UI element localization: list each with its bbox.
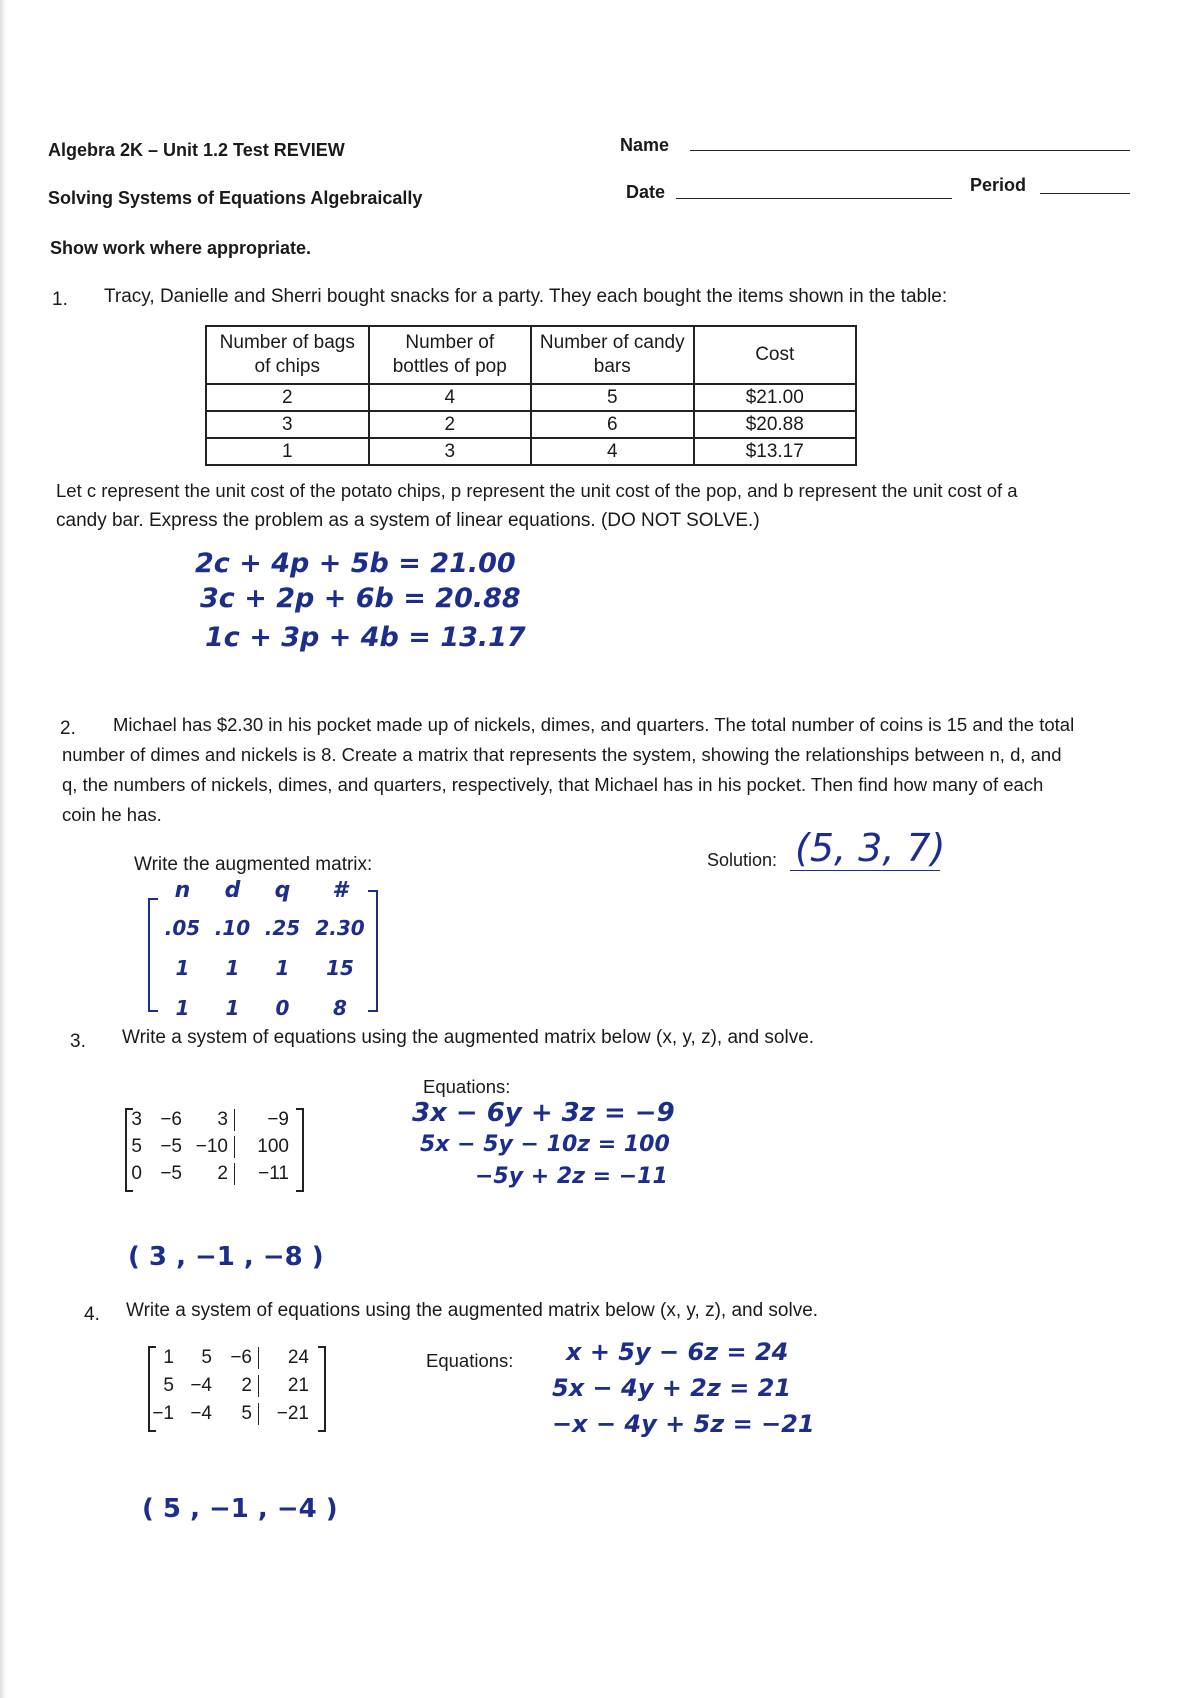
q4-matrix-cell: 2 bbox=[241, 1375, 252, 1396]
q3-matrix-cell: 0 bbox=[131, 1162, 142, 1184]
q4-prompt: Write a system of equations using the augmented matrix below (x, y, z), and solve. bbox=[126, 1300, 819, 1321]
instructions: Show work where appropriate. bbox=[50, 238, 312, 258]
q4-matrix bbox=[152, 1344, 320, 1428]
q2-matrix-cell: 0 bbox=[275, 996, 290, 1020]
q2-matrix-cell: 2.30 bbox=[315, 916, 365, 940]
q3-matrix-cell: −10 bbox=[195, 1135, 228, 1157]
table-cell: $20.88 bbox=[694, 411, 857, 438]
q3-matrix-cell: −5 bbox=[160, 1162, 182, 1184]
q2-matrix-cell: .05 bbox=[164, 916, 201, 940]
q3-matrix-cell: 3 bbox=[131, 1108, 142, 1130]
q3-handwritten-eq: 5x − 5y − 10z = 100 bbox=[420, 1132, 670, 1157]
q3-handwritten-solution: ( 3 , −1 , −8 ) bbox=[128, 1242, 324, 1272]
q4-matrix-cell: −4 bbox=[190, 1375, 212, 1396]
name-line[interactable] bbox=[690, 150, 1130, 151]
q2-solution-line[interactable] bbox=[790, 870, 940, 871]
q1-handwritten-eq: 2c + 4p + 5b = 21.00 bbox=[195, 548, 516, 579]
q4-matrix-cell: 21 bbox=[258, 1375, 315, 1397]
table-header: Number of bottles of pop bbox=[369, 326, 532, 384]
q4-handwritten-eq: −x − 4y + 5z = −21 bbox=[552, 1410, 815, 1438]
q2-prompt-line: q, the numbers of nickels, dimes, and quarters, respectively, that Michael has in his pocket. Then find how many of each bbox=[62, 774, 1044, 795]
q2-matrix-cell: 1 bbox=[275, 956, 290, 980]
q4-matrix-cell: −4 bbox=[190, 1403, 212, 1424]
q4-handwritten-eq: x + 5y − 6z = 24 bbox=[566, 1338, 789, 1366]
table-cell: 1 bbox=[206, 438, 369, 465]
q2-matrix-cell: .10 bbox=[214, 916, 251, 940]
q3-handwritten-eq: 3x − 6y + 3z = −9 bbox=[412, 1098, 675, 1128]
scan-edge bbox=[0, 0, 6, 1698]
q3-handwritten-eq: −5y + 2z = −11 bbox=[475, 1164, 668, 1189]
snack-table bbox=[205, 325, 857, 466]
q2-matrix-header: # bbox=[332, 878, 348, 903]
q2-solution-handwritten: (5, 3, 7) bbox=[795, 826, 946, 870]
q2-prompt-line: coin he has. bbox=[62, 804, 162, 825]
table-cell: 3 bbox=[369, 438, 532, 465]
q4-matrix-cell: 5 bbox=[163, 1375, 174, 1396]
table-cell: 6 bbox=[531, 411, 694, 438]
q4-matrix-cell: 24 bbox=[258, 1347, 315, 1369]
table-cell: 2 bbox=[369, 411, 532, 438]
q4-matrix-cell: −1 bbox=[152, 1403, 174, 1424]
q4-number: 4. bbox=[84, 1304, 100, 1325]
period-label: Period bbox=[970, 175, 1027, 195]
q2-matrix-cell: 8 bbox=[333, 996, 347, 1020]
q3-matrix bbox=[130, 1106, 298, 1187]
q3-matrix-cell: −11 bbox=[234, 1163, 293, 1185]
q3-matrix-cell: 3 bbox=[217, 1108, 228, 1130]
table-cell: $13.17 bbox=[694, 438, 857, 465]
q2-matrix-cell: 15 bbox=[326, 956, 354, 980]
q3-equations-label: Equations: bbox=[423, 1076, 511, 1097]
q4-handwritten-solution: ( 5 , −1 , −4 ) bbox=[142, 1494, 338, 1524]
q2-number: 2. bbox=[60, 718, 76, 739]
date-line[interactable] bbox=[676, 198, 952, 199]
q2-matrix bbox=[155, 878, 370, 1028]
q2-solution-label: Solution: bbox=[707, 850, 778, 870]
q4-matrix-cell: −21 bbox=[258, 1403, 315, 1425]
q2-matrix-cell: .25 bbox=[264, 916, 301, 940]
table-header: Cost bbox=[694, 326, 857, 384]
period-line[interactable] bbox=[1040, 193, 1130, 194]
q3-matrix-cell: −5 bbox=[160, 1135, 182, 1157]
table-header: Number of candy bars bbox=[531, 326, 694, 384]
q2-matrix-label: Write the augmented matrix: bbox=[134, 854, 373, 875]
table-cell: 2 bbox=[206, 384, 369, 411]
table-cell: 3 bbox=[206, 411, 369, 438]
table-cell: $21.00 bbox=[694, 384, 857, 411]
q4-matrix-cell: −6 bbox=[230, 1347, 252, 1368]
q3-prompt: Write a system of equations using the augmented matrix below (x, y, z), and solve. bbox=[122, 1027, 815, 1048]
table-cell: 5 bbox=[531, 384, 694, 411]
q2-matrix-header: d bbox=[224, 878, 241, 903]
table-cell: 4 bbox=[531, 438, 694, 465]
q3-matrix-cell: −9 bbox=[234, 1109, 293, 1131]
q2-prompt-line: number of dimes and nickels is 8. Create a matrix that represents the system, showing the relationships between n, d, and bbox=[62, 744, 1062, 765]
q2-matrix-cell: 1 bbox=[175, 956, 190, 980]
q1-instruction-line1: Let c represent the unit cost of the potato chips, p represent the unit cost of the pop, and b represent the unit cost of a bbox=[56, 480, 1018, 501]
q2-matrix-header: n bbox=[174, 878, 191, 903]
q3-matrix-cell: −6 bbox=[160, 1108, 182, 1130]
q1-instruction-line2: candy bar. Express the problem as a system of linear equations. (DO NOT SOLVE.) bbox=[56, 510, 760, 531]
q1-handwritten-eq: 1c + 3p + 4b = 13.17 bbox=[205, 622, 526, 653]
q4-matrix-cell: 5 bbox=[241, 1403, 252, 1424]
q1-prompt: Tracy, Danielle and Sherri bought snacks for a party. They each bought the items shown in the table: bbox=[104, 286, 948, 307]
q2-matrix-cell: 1 bbox=[225, 996, 240, 1020]
table-cell: 4 bbox=[369, 384, 532, 411]
q4-equations-label: Equations: bbox=[426, 1350, 514, 1371]
q2-matrix-cell: 1 bbox=[175, 996, 190, 1020]
q2-matrix-header: q bbox=[274, 878, 291, 903]
q3-number: 3. bbox=[70, 1031, 86, 1052]
q2-matrix-cell: 1 bbox=[225, 956, 240, 980]
q2-prompt-line: Michael has $2.30 in his pocket made up of nickels, dimes, and quarters. The total number of coins is 15 and the total bbox=[113, 714, 1075, 735]
date-label: Date bbox=[626, 182, 666, 202]
name-label: Name bbox=[620, 135, 670, 155]
subtitle: Solving Systems of Equations Algebraically bbox=[48, 188, 423, 208]
table-header: Number of bags of chips bbox=[206, 326, 369, 384]
q4-matrix-cell: 1 bbox=[163, 1347, 174, 1368]
q3-matrix-cell: 5 bbox=[131, 1135, 142, 1157]
q3-matrix-cell: 2 bbox=[217, 1162, 228, 1184]
q1-handwritten-eq: 3c + 2p + 6b = 20.88 bbox=[200, 583, 521, 614]
q4-matrix-cell: 5 bbox=[201, 1347, 212, 1368]
q1-number: 1. bbox=[52, 289, 68, 310]
q4-handwritten-eq: 5x − 4y + 2z = 21 bbox=[552, 1374, 792, 1402]
course-title: Algebra 2K – Unit 1.2 Test REVIEW bbox=[48, 140, 345, 160]
q3-matrix-cell: 100 bbox=[234, 1136, 293, 1158]
